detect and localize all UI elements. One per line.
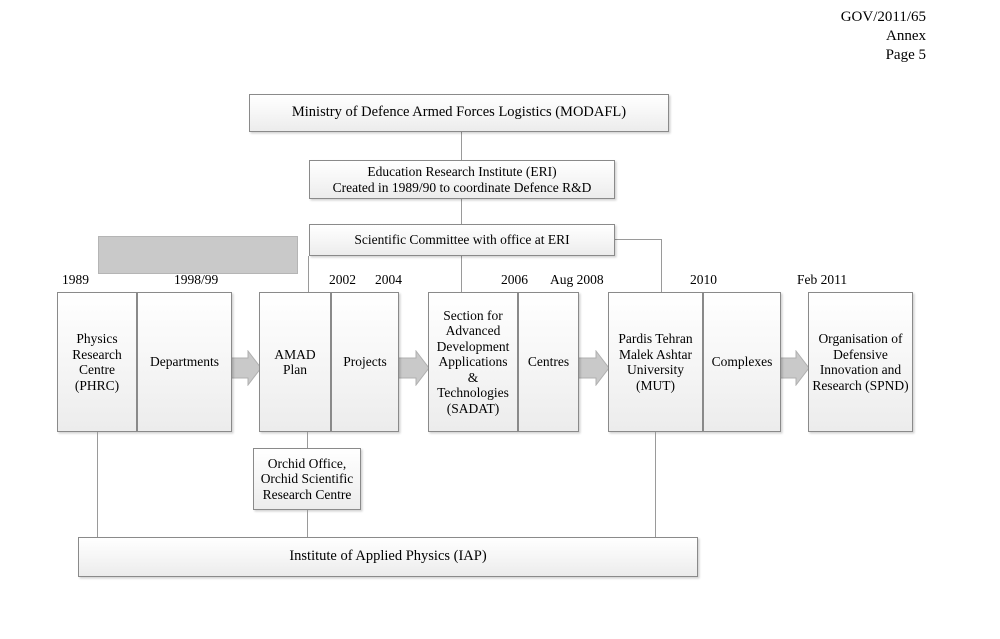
connector-amad-to-orchid [307, 432, 308, 448]
box-spnd-label: Organisation of Defensive Innovation and Research (SPND) [812, 331, 909, 393]
box-mut[interactable] [608, 292, 703, 432]
connector-mut-to-iap [655, 432, 656, 537]
connector-committee-right-vertical [661, 239, 662, 292]
arrow-complexes-to-spnd [778, 350, 808, 384]
box-modafl-label: Ministry of Defence Armed Forces Logistics (MODAFL) [291, 104, 627, 121]
box-eri-label-line1: Education Research Institute (ERI) [367, 164, 557, 179]
header-annex-label: Annex [886, 28, 926, 44]
box-complexes[interactable] [703, 292, 781, 432]
box-departments[interactable] [137, 292, 232, 432]
timeline-label-2010: 2010 [690, 272, 717, 287]
box-iap-label: Institute of Applied Physics (IAP) [289, 548, 487, 565]
box-amad-plan-label: AMAD Plan [274, 346, 316, 377]
header-document-symbol: GOV/2011/65 [840, 9, 926, 25]
timeline-label-2002: 2002 [329, 272, 356, 287]
box-orchid[interactable] [253, 448, 361, 510]
connector-orchid-to-iap [307, 510, 308, 537]
arrow-centres-to-mut [578, 350, 608, 384]
connector-modafl-to-eri [461, 132, 462, 160]
box-spnd[interactable] [808, 292, 913, 432]
timeline-label-feb-2011: Feb 2011 [797, 272, 848, 287]
box-orchid-label: Orchid Office, Orchid Scientific Research Centre [260, 455, 354, 502]
connector-committee-to-sadat [461, 256, 462, 292]
box-eri-label-line2: Created in 1989/90 to coordinate Defence R&D [332, 179, 592, 195]
arrow-departments-to-amad [230, 350, 260, 384]
connector-phrc-to-iap [97, 432, 98, 537]
timeline-label-1989: 1989 [62, 272, 89, 287]
box-centres[interactable] [518, 292, 579, 432]
box-sadat[interactable] [428, 292, 518, 432]
box-mut-label: Pardis Tehran Malek Ashtar University (MUT) [618, 331, 693, 393]
box-phrc[interactable] [57, 292, 137, 432]
box-scientific-committee[interactable] [309, 224, 615, 256]
box-scientific-committee-label: Scientific Committee with office at ERI [354, 232, 570, 248]
box-eri[interactable] [309, 160, 615, 199]
timeline-highlight-band [98, 236, 298, 274]
connector-committee-to-amad [308, 256, 309, 292]
timeline-label-1998-99: 1998/99 [174, 272, 219, 287]
connector-committee-right-horizontal [614, 239, 662, 240]
box-centres-label: Centres [527, 354, 570, 370]
box-projects[interactable] [331, 292, 399, 432]
box-phrc-label: Physics Research Centre (PHRC) [72, 331, 122, 393]
header-page-number: Page 5 [885, 47, 926, 63]
box-iap[interactable] [78, 537, 698, 577]
timeline-label-2006: 2006 [501, 272, 528, 287]
arrow-projects-to-sadat [398, 350, 428, 384]
box-modafl[interactable] [249, 94, 669, 132]
connector-eri-to-committee [461, 199, 462, 224]
box-sadat-label: Section for Advanced Development Applications & Technologies (SADAT) [436, 307, 510, 416]
box-amad-plan[interactable] [259, 292, 331, 432]
box-complexes-label: Complexes [711, 354, 773, 370]
box-departments-label: Departments [150, 354, 219, 370]
timeline-label-aug-2008: Aug 2008 [550, 272, 604, 287]
timeline-label-2004: 2004 [375, 272, 402, 287]
box-projects-label: Projects [343, 354, 387, 370]
